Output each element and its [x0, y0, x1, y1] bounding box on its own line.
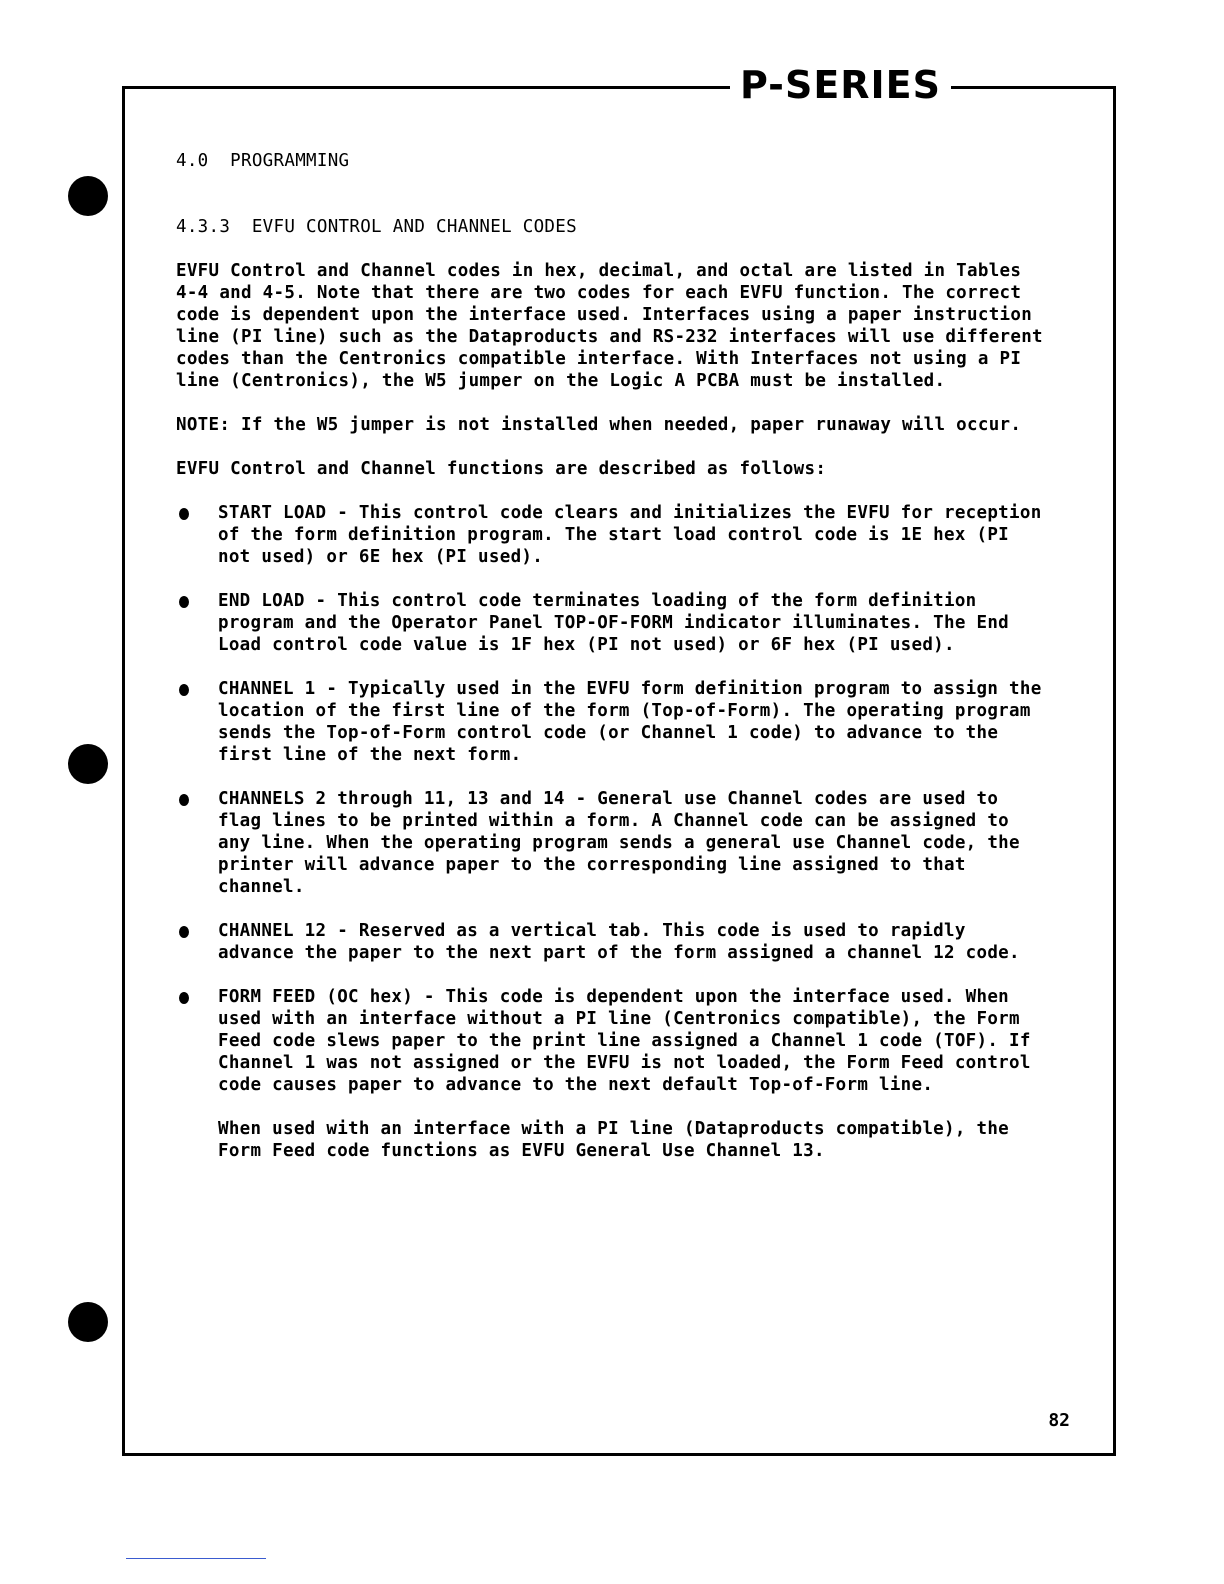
list-item [176, 788, 1046, 898]
intro-paragraph: EVFU Control and Channel codes in hex, decimal, and octal are listed in Tables 4-4 and 4-5. Note that there are two codes for each EVFU function. The correct code is dependent upon the interface used. Interfaces using a paper instruction line (PI line) such as the Dataproducts and RS-232 interfaces will use different codes than the Centronics compatible interface. With Interfaces not using a PI line (Centronics), the W5 jumper on the Logic A PCBA must be installed. [176, 261, 1043, 391]
list-item-text: FORM FEED (OC hex) - This code is dependent upon the interface used. When used with an interface without a PI line (Centronics compatible), the Form Feed code slews paper to the print line assigned a Channel 1 code (TOF). If Channel 1 was not assigned or the EVFU is not loaded, the Form Feed control code causes paper to advance to the next default Top-of-Form line. [218, 987, 1031, 1095]
bullet-icon [179, 794, 189, 806]
bullet-icon [179, 684, 189, 696]
function-list [176, 502, 1046, 1162]
list-item-text: START LOAD - This control code clears and initializes the EVFU for reception of the form definition program. The start load control code is 1E hex (PI not used) or 6E hex (PI used). [218, 503, 1042, 567]
list-item [176, 590, 1046, 656]
list-item-text: CHANNEL 12 - Reserved as a vertical tab. This code is used to rapidly advance the paper to the next part of the form assigned a channel 12 code. [218, 921, 1020, 963]
section-heading: 4.0 PROGRAMMING [176, 151, 350, 171]
binder-hole-middle [68, 744, 108, 784]
list-item [176, 920, 1046, 964]
list-item [176, 986, 1046, 1162]
header-title: P-SERIES [730, 60, 951, 110]
list-item-continuation: When used with an interface with a PI line (Dataproducts compatible), the Form Feed code functions as EVFU General Use Channel 13. [218, 1119, 1010, 1161]
list-item-text: END LOAD - This control code terminates loading of the form definition program and the Operator Panel TOP-OF-FORM indicator illuminates. The End Load control code value is 1F hex (PI not used) or 6F hex (PI used). [218, 591, 1010, 655]
bullet-icon [179, 926, 189, 938]
note-paragraph: NOTE: If the W5 jumper is not installed when needed, paper runaway will occur. [176, 415, 1022, 435]
bullet-icon [179, 508, 189, 520]
bullet-icon [179, 596, 189, 608]
binder-hole-top [68, 176, 108, 216]
list-item [176, 502, 1046, 568]
bullet-icon [179, 992, 189, 1004]
footer-rule [126, 1558, 266, 1559]
list-item-text: CHANNELS 2 through 11, 13 and 14 - General use Channel codes are used to flag lines to be printed within a form. A Channel code can be assigned to any line. When the operating program sends a general use Channel code, the printer will advance paper to the corresponding line assigned to that channel. [218, 789, 1020, 897]
functions-intro: EVFU Control and Channel functions are described as follows: [176, 459, 827, 479]
binder-hole-bottom [68, 1302, 108, 1342]
page-content [176, 150, 1046, 1184]
page-number: 82 [1048, 1410, 1070, 1431]
list-item [176, 678, 1046, 766]
list-item-text: CHANNEL 1 - Typically used in the EVFU form definition program to assign the location of the first line of the form (Top-of-Form). The operating program sends the Top-of-Form control code (or Channel 1 code) to advance to the first line of the next form. [218, 679, 1042, 765]
subsection-heading: 4.3.3 EVFU CONTROL AND CHANNEL CODES [176, 217, 577, 237]
